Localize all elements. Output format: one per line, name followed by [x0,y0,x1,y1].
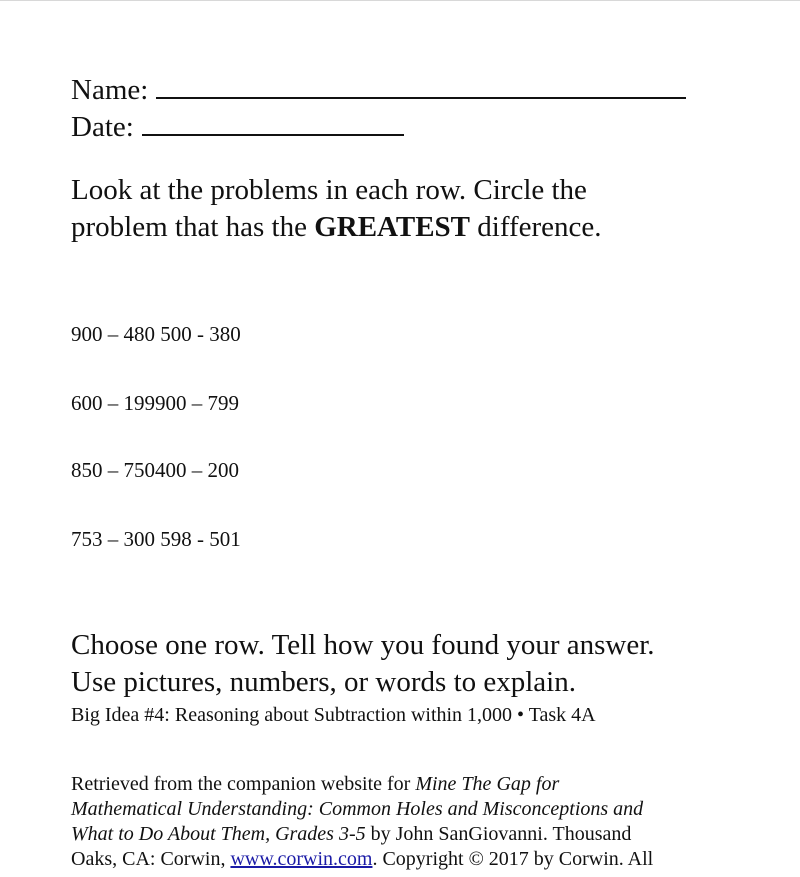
citation-book-title: Mine The Gap for [415,773,560,795]
instruction-text-post: difference. [470,211,602,243]
citation-text: Retrieved from the companion website for [71,773,416,795]
prompt-line-1: Choose one row. Tell how you found your answer. [71,629,655,661]
citation-line-3 [71,822,631,847]
page-top-border [0,0,800,1]
problem-row: 850 – 750400 – 200 [71,458,239,482]
problem-row: 753 – 300 598 - 501 [71,527,241,551]
task-label: Big Idea #4: Reasoning about Subtraction within 1,000 • Task 4A [71,704,596,726]
citation-book-title: Mathematical Understanding: Common Holes and Misconceptions and [71,798,644,820]
instruction-text-pre: problem that has the [71,211,315,243]
name-line [71,72,686,108]
problem-row: 900 – 480 500 - 380 [71,322,241,346]
problem-row: 600 – 199900 – 799 [71,391,239,415]
citation-text: Oaks, CA: Corwin, [71,848,231,870]
date-line [71,109,404,145]
date-blank[interactable] [142,110,404,136]
citation-book-title: What to Do About Them, Grades 3-5 [71,823,366,845]
citation-line-1 [71,772,559,797]
citation-text: by John SanGiovanni. Thousand [365,823,632,845]
date-label: Date: [71,111,134,143]
instruction-line-2 [71,209,602,245]
instruction-line-1: Look at the problems in each row. Circle the [71,174,587,206]
corwin-link[interactable]: www.corwin.com [230,848,373,870]
name-blank[interactable] [156,73,686,99]
prompt-line-2: Use pictures, numbers, or words to explain. [71,666,576,698]
citation-line-2 [71,797,643,822]
citation-text: . Copyright © 2017 by Corwin. All [372,848,654,870]
instruction-emphasis: GREATEST [314,211,471,243]
name-label: Name: [71,74,149,106]
citation-line-4 [71,847,653,872]
